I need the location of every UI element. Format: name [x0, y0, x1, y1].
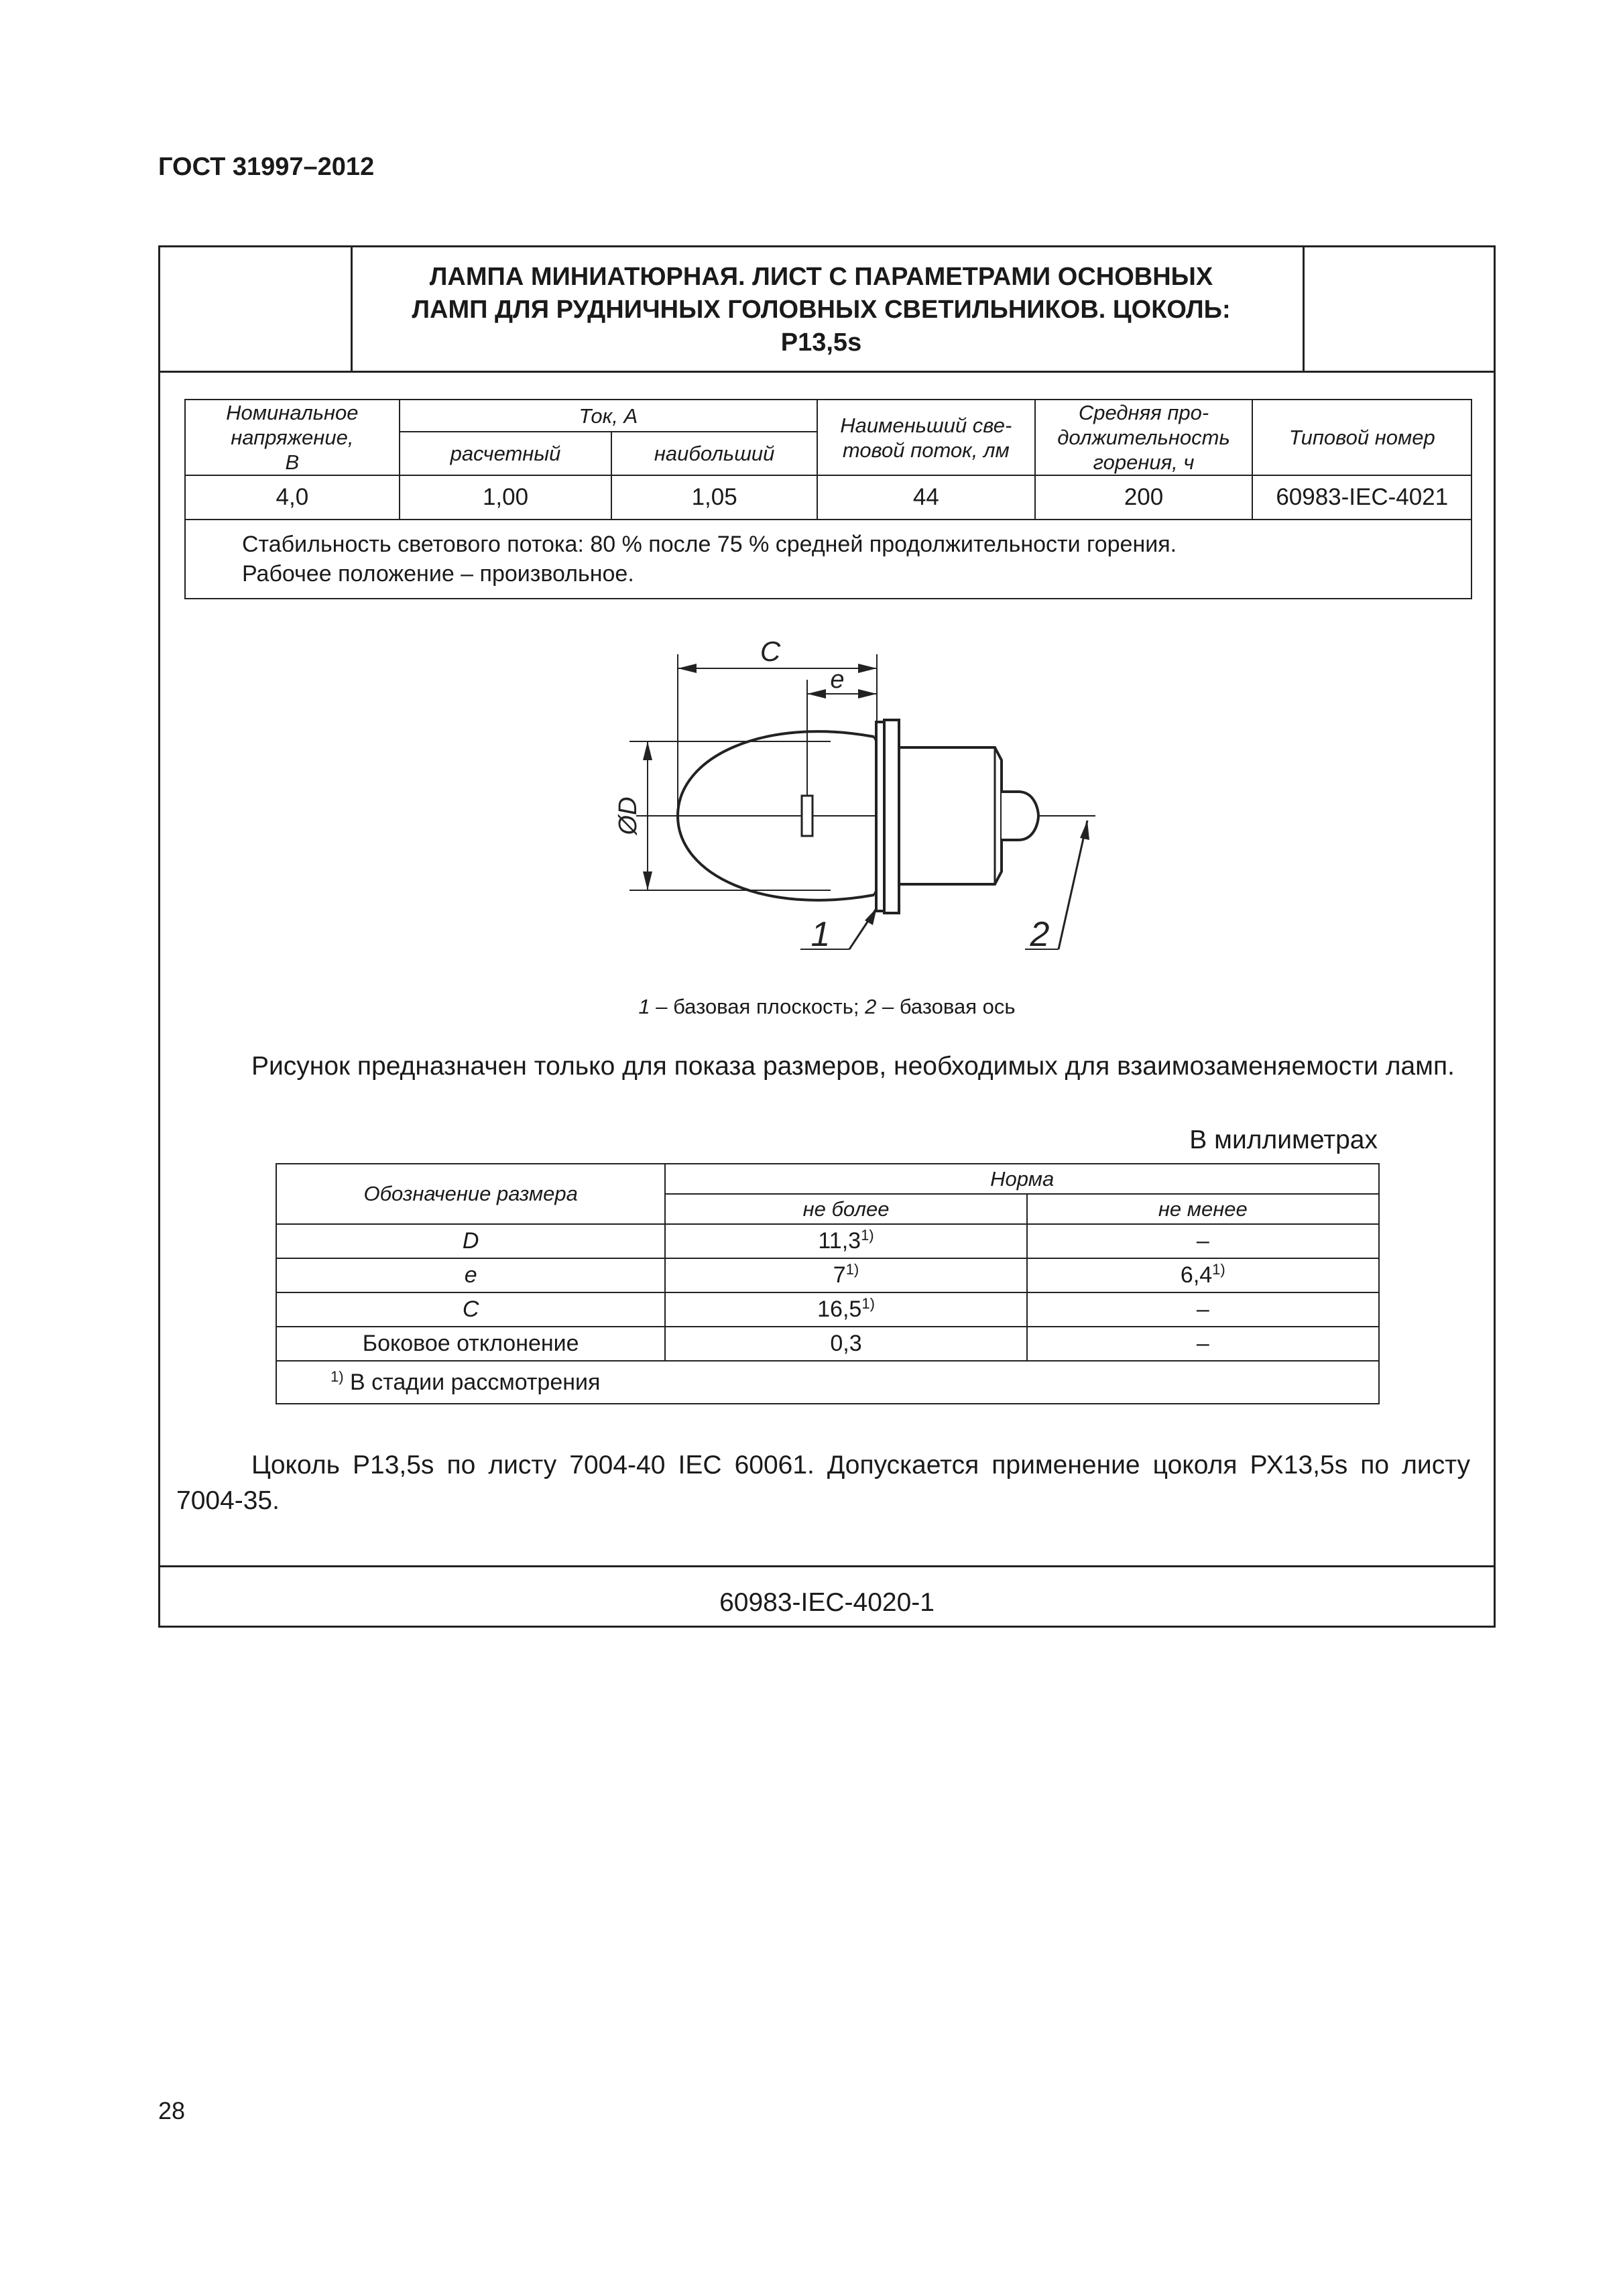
base-body [899, 747, 1002, 884]
cell-value: 16,5 [817, 1296, 862, 1322]
cell-min [1027, 1327, 1379, 1361]
base-contact [1002, 792, 1038, 840]
header-text: напряжение, [231, 426, 354, 449]
table-row [276, 1258, 1379, 1292]
label-1: 1 [810, 915, 831, 954]
legend-number-1: 1 [638, 995, 650, 1018]
note-line: Стабильность светового потока: 80 % после 75 % средней продолжительности горения. [242, 532, 1177, 557]
sheet-frame [158, 245, 1496, 1628]
cell-value: – [1196, 1331, 1209, 1356]
header-text: Наименьший све- [840, 413, 1012, 437]
footnote-ref: 1) [861, 1227, 874, 1244]
figure-note-paragraph: Рисунок предназначен только для показа размеров, необходимых для взаимозаменяемости ламп. [251, 1052, 1455, 1081]
footer-divider [160, 1565, 1494, 1567]
cell-value: – [1196, 1296, 1209, 1322]
arrow-c-right [858, 664, 877, 673]
cell-dimension-name: e [276, 1258, 665, 1292]
page-number: 28 [158, 2097, 186, 2124]
arrow-e-left [807, 689, 826, 699]
sheet-title-line: Р13,5s [780, 328, 862, 357]
cell-dimension-name: C [276, 1292, 665, 1327]
arrow-c-left [678, 664, 697, 673]
cell-current-max: 1,05 [611, 475, 817, 520]
cell-min [1027, 1292, 1379, 1327]
footnote-ref: 1) [845, 1261, 859, 1278]
table-row [276, 1292, 1379, 1327]
header-min: не менее [1027, 1194, 1379, 1224]
cell-value: 6,4 [1180, 1262, 1213, 1288]
label-e: e [830, 666, 845, 694]
cell-min [1027, 1224, 1379, 1258]
base-flange [884, 720, 899, 913]
footnote-mark: 1) [330, 1368, 344, 1385]
header-max: не более [665, 1194, 1026, 1224]
leader-2 [1059, 821, 1087, 949]
cell-type-number: 60983-IEC-4021 [1252, 475, 1471, 520]
footnote-ref: 1) [861, 1295, 875, 1312]
cell-max [665, 1224, 1026, 1258]
legend-text-1: – базовая плоскость; [650, 995, 865, 1018]
cell-flux: 44 [817, 475, 1035, 520]
cell-max [665, 1292, 1026, 1327]
label-c: C [760, 636, 781, 667]
cell-life: 200 [1035, 475, 1253, 520]
cell-value: 11,3 [818, 1228, 861, 1254]
cell-max [665, 1327, 1026, 1361]
footnote-text: В стадии рассмотрения [343, 1369, 601, 1395]
lamp-drawing [160, 247, 1494, 1038]
base-note-paragraph: Цоколь Р13,5s по листу 7004-40 IEC 60061. Допускается применение цоколя РХ13,5s по листу 7004-35. [176, 1451, 1470, 1515]
header-current: Ток, А [400, 400, 817, 432]
cell-value: – [1196, 1228, 1209, 1254]
header-norm: Норма [665, 1164, 1379, 1194]
document-header: ГОСТ 31997–2012 [158, 153, 375, 181]
table-row [276, 1224, 1379, 1258]
cell-current-rated: 1,00 [400, 475, 612, 520]
units-caption: В миллиметрах [1189, 1126, 1378, 1154]
arrow-d-top [643, 741, 652, 760]
header-current-rated: расчетный [400, 432, 612, 475]
footnote-ref: 1) [1212, 1261, 1225, 1278]
cell-max [665, 1258, 1026, 1292]
note-line: Рабочее положение – произвольное. [242, 561, 634, 587]
header-text: В [285, 450, 300, 474]
table-footnote [276, 1361, 1379, 1404]
sheet-code: 60983-IEC-4020-1 [719, 1588, 935, 1617]
header-type-number: Типовой номер [1252, 400, 1471, 475]
header-designation: Обозначение размера [276, 1164, 665, 1224]
label-d: ØD [614, 796, 642, 835]
legend-number-2: 2 [865, 995, 877, 1018]
arrow-leader-2 [1080, 821, 1089, 840]
cell-value: 7 [833, 1262, 846, 1288]
table-row [276, 1327, 1379, 1361]
header-text: Средняя про- [1078, 401, 1209, 424]
cell-dimension-name: D [276, 1224, 665, 1258]
header-text: Номинальное [226, 401, 359, 424]
label-2: 2 [1030, 915, 1050, 954]
header-text: должительность [1057, 426, 1230, 449]
cell-dimension-name: Боковое отклонение [276, 1327, 665, 1361]
drawing-legend [160, 995, 1494, 1019]
cell-voltage: 4,0 [185, 475, 400, 520]
sheet-title-line: ЛАМПА МИНИАТЮРНАЯ. ЛИСТ С ПАРАМЕТРАМИ ОСНОВНЫХ [429, 263, 1213, 291]
sheet-title-line: ЛАМП ДЛЯ РУДНИЧНЫХ ГОЛОВНЫХ СВЕТИЛЬНИКОВ. ЦОКОЛЬ: [412, 296, 1231, 324]
cell-value: 0,3 [830, 1331, 862, 1356]
arrow-d-bottom [643, 871, 652, 890]
header-current-max: наибольший [611, 432, 817, 475]
legend-text-2: – базовая ось [876, 995, 1016, 1018]
dimensions-table [276, 1163, 1380, 1404]
filament [802, 796, 813, 836]
cell-min [1027, 1258, 1379, 1292]
header-text: горения, ч [1093, 450, 1195, 474]
arrow-e-right [858, 689, 877, 699]
header-text: товой поток, лм [842, 438, 1010, 462]
